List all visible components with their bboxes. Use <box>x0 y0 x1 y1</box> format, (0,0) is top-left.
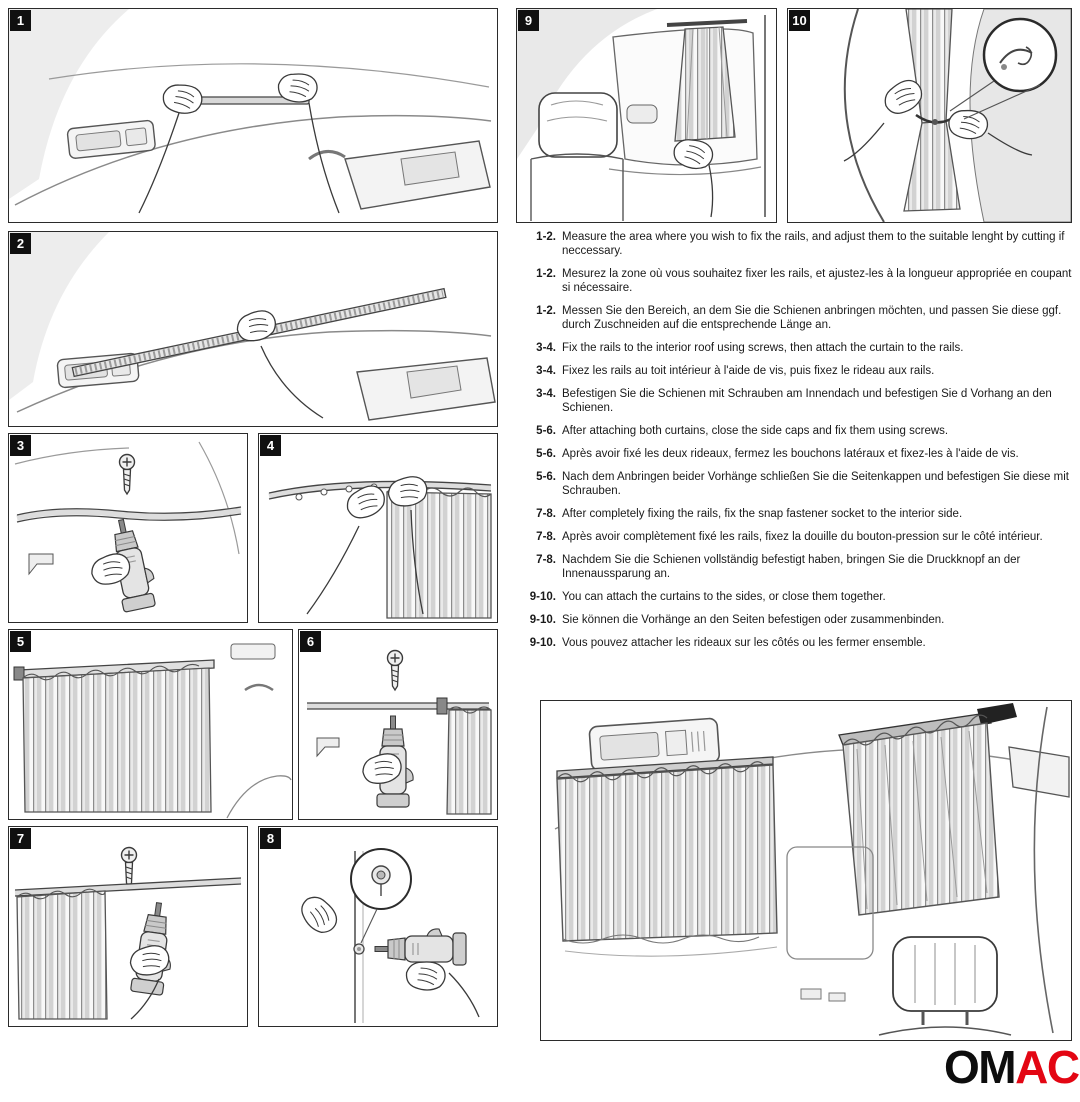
arm-lines <box>449 973 479 1017</box>
dome-light-icon <box>231 644 275 659</box>
instruction-row <box>520 507 1074 521</box>
curtain-icon <box>843 715 999 915</box>
step-label: 9-10. <box>529 637 556 649</box>
step-label: 7-8. <box>536 554 556 566</box>
rail-end-cap-icon <box>977 703 1017 725</box>
illustration-step-3 <box>9 434 247 622</box>
screw-icon <box>122 848 137 888</box>
sun-visor-icon <box>1009 747 1069 797</box>
illustration-step-8 <box>259 827 497 1026</box>
curtain-icon <box>387 488 491 618</box>
step-panel-4 <box>258 433 498 623</box>
instruction-row <box>520 553 1074 581</box>
instruction-text: You can attach the curtains to the sides, or close them together. <box>562 591 886 603</box>
instruction-row <box>520 470 1074 498</box>
instruction-row <box>520 590 1074 604</box>
rail-end-cap-icon <box>437 698 447 714</box>
curtain-icon <box>23 664 211 812</box>
step-panel-7 <box>8 826 248 1027</box>
panel-number-badge: 8 <box>260 828 281 849</box>
screw-icon <box>120 455 135 495</box>
step-panel-1 <box>8 8 498 223</box>
arm-lines <box>261 346 323 418</box>
omac-logo <box>944 1041 1079 1093</box>
panel-number-badge: 3 <box>10 435 31 456</box>
hand-icon <box>160 80 204 117</box>
illustration-step-4 <box>259 434 497 622</box>
instruction-row <box>520 364 1074 378</box>
instruction-text: Nach dem Anbringen beider Vorhänge schließen Sie die Seitenkappen und befestigen Sie diese mit Schrauben. <box>562 471 1069 497</box>
side-mirror-icon <box>627 105 657 123</box>
panel-number-badge: 2 <box>10 233 31 254</box>
grab-handle-icon <box>245 685 273 690</box>
instruction-text: Befestigen Sie die Schienen mit Schrauben am Innendach und befestigen Sie d Vorhang an den Schienen. <box>562 388 1052 414</box>
step-label: 5-6. <box>536 448 556 460</box>
snap-fastener-detail-icon <box>351 849 411 943</box>
step-label: 3-4. <box>536 365 556 377</box>
panel-number-badge: 1 <box>10 10 31 31</box>
instruction-row <box>520 424 1074 438</box>
step-panel-3 <box>8 433 248 623</box>
step-label: 7-8. <box>536 508 556 520</box>
step-panel-9 <box>516 8 777 223</box>
instruction-text: After completely fixing the rails, fix the snap fastener socket to the interior side. <box>562 508 963 520</box>
instruction-text: Measure the area where you wish to fix the rails, and adjust them to the suitable lenght by cutting if neccessary. <box>562 231 1065 257</box>
curtain-icon <box>557 762 777 943</box>
step-label: 1-2. <box>536 231 556 243</box>
hand-icon <box>296 891 341 939</box>
drill-icon <box>375 929 466 965</box>
illustration-step-9 <box>517 9 776 222</box>
instruction-text: Nachdem Sie die Schienen vollständig befestigt haben, bringen Sie die Druckknopf an der Innenaussparung an. <box>562 554 1021 580</box>
instruction-row <box>520 636 1074 650</box>
step-label: 1-2. <box>536 305 556 317</box>
panel-number-badge: 5 <box>10 631 31 652</box>
logo-text-black: OM <box>944 1041 1016 1093</box>
instruction-text: Fix the rails to the interior roof using screws, then attach the curtain to the rails. <box>562 342 964 354</box>
step-label: 3-4. <box>536 388 556 400</box>
headrest-icon <box>531 93 623 221</box>
curtain-icon <box>447 707 491 814</box>
instruction-text: Fixez les rails au toit intérieur à l'aide de vis, puis fixez le rideau aux rails. <box>562 365 935 377</box>
bracket-icon <box>317 738 339 756</box>
step-label: 7-8. <box>536 531 556 543</box>
step-label: 5-6. <box>536 471 556 483</box>
panel-number-badge: 4 <box>260 435 281 456</box>
instruction-row <box>520 341 1074 355</box>
hand-icon <box>404 958 447 993</box>
illustration-step-5 <box>9 630 292 819</box>
instruction-text: After attaching both curtains, close the side caps and fix them using screws. <box>562 425 949 437</box>
step-panel-6 <box>298 629 498 820</box>
step-label: 5-6. <box>536 425 556 437</box>
instruction-text: Mesurez la zone où vous souhaitez fixer les rails, et ajustez-les à la longueur appropriée en coupant si nécessaire. <box>562 268 1072 294</box>
logo-text-red: AC <box>1015 1041 1079 1093</box>
instruction-row <box>520 447 1074 461</box>
instruction-row <box>520 230 1074 258</box>
instruction-text: Sie können die Vorhänge an den Seiten befestigen oder zusammenbinden. <box>562 614 945 626</box>
grab-handle-icon <box>309 151 345 159</box>
illustration-step-7 <box>9 827 247 1026</box>
switch-icon <box>801 989 821 999</box>
sun-visor-icon <box>345 141 490 209</box>
step-label: 9-10. <box>529 591 556 603</box>
rail-icon <box>667 21 747 25</box>
panel-number-badge: 7 <box>10 828 31 849</box>
curtain-icon <box>17 889 107 1019</box>
step-panel-10 <box>787 8 1072 223</box>
hand-icon <box>129 944 170 976</box>
headrest-icon <box>879 937 1011 1035</box>
bracket-icon <box>29 554 53 574</box>
illustration-step-10 <box>788 9 1071 222</box>
step-panel-5 <box>8 629 293 820</box>
step-label: 3-4. <box>536 342 556 354</box>
instruction-row <box>520 387 1074 415</box>
final-result-illustration-panel <box>540 700 1072 1041</box>
switch-icon <box>829 993 845 1001</box>
instruction-row <box>520 267 1074 295</box>
final-result-illustration <box>541 701 1071 1040</box>
instruction-text: Vous pouvez attacher les rideaux sur les côtés ou les fermer ensemble. <box>562 637 926 649</box>
instruction-list <box>520 230 1074 659</box>
screw-icon <box>388 651 403 691</box>
instruction-text: Messen Sie den Bereich, an dem Sie die Schienen anbringen möchten, und passen Sie diese ggf. durch Zuschneiden auf die entsprechende Länge an. <box>562 305 1062 331</box>
step-label: 1-2. <box>536 268 556 280</box>
illustration-step-1 <box>9 9 497 222</box>
snap-fastener-icon <box>354 944 364 954</box>
sun-visor-icon <box>357 358 495 420</box>
door-frame <box>845 9 884 222</box>
instruction-text: Après avoir fixé les deux rideaux, fermez les bouchons latéraux et fixez-les à l'aide de vis. <box>562 448 1019 460</box>
instruction-row <box>520 530 1074 544</box>
instruction-row <box>520 613 1074 627</box>
step-panel-2 <box>8 231 498 427</box>
illustration-step-2 <box>9 232 497 426</box>
instruction-text: Après avoir complètement fixé les rails, fixez la douille du bouton-pression sur le côté intérieur. <box>562 531 1043 543</box>
illustration-step-6 <box>299 630 497 819</box>
panel-number-badge: 6 <box>300 631 321 652</box>
panel-number-badge: 10 <box>789 10 810 31</box>
step-label: 9-10. <box>529 614 556 626</box>
instruction-row <box>520 304 1074 332</box>
step-panel-8 <box>258 826 498 1027</box>
panel-number-badge: 9 <box>518 10 539 31</box>
